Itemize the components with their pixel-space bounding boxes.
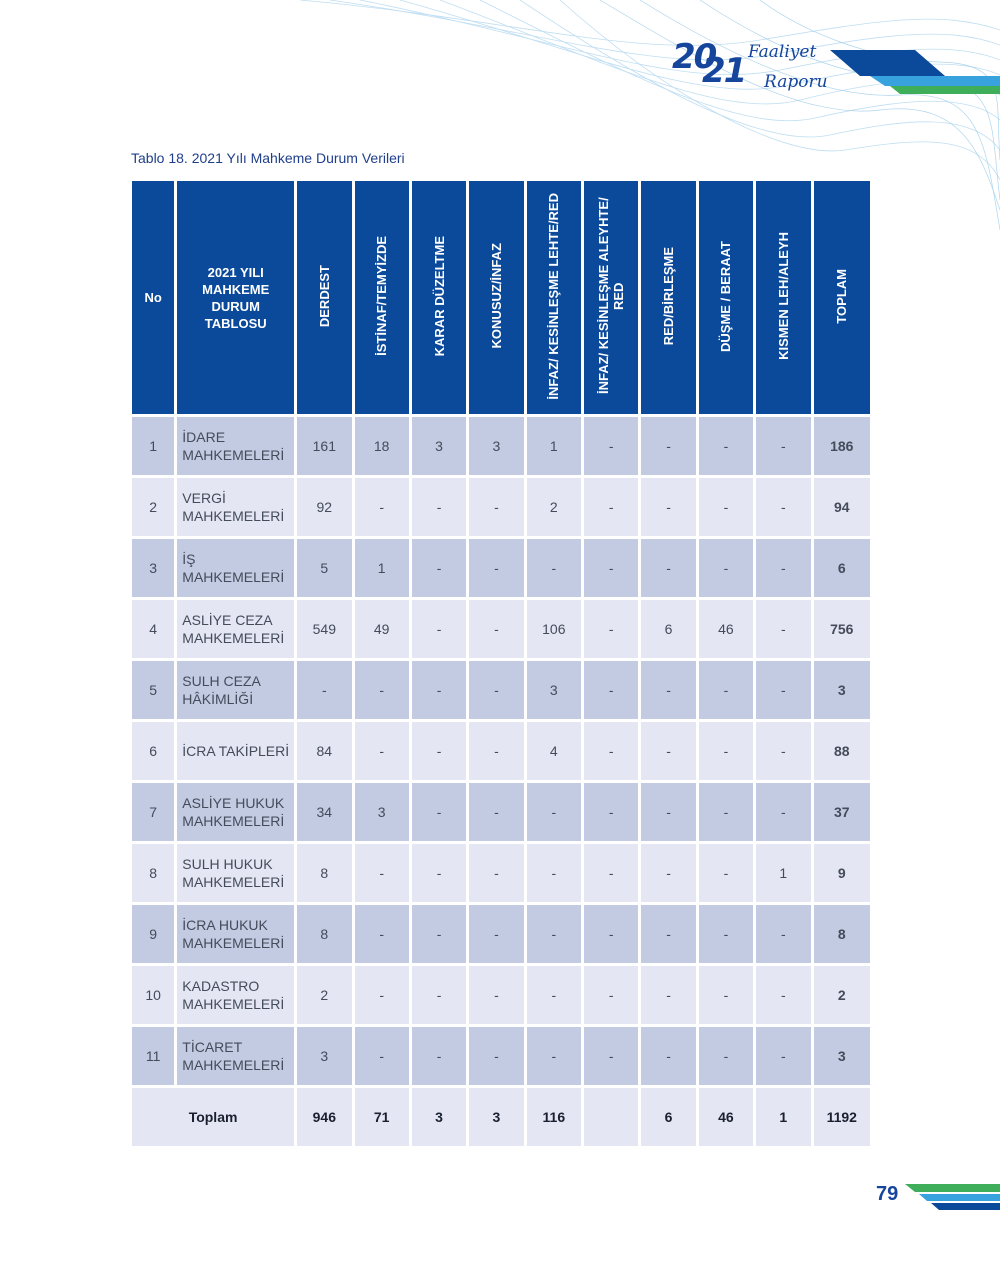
cell-value: 2 — [297, 966, 351, 1024]
cell-value: 6 — [641, 600, 695, 658]
cell-value: - — [756, 783, 810, 841]
cell-total: 88 — [814, 722, 871, 780]
cell-value: - — [469, 966, 523, 1024]
total-value: 6 — [641, 1088, 695, 1146]
cell-value: - — [527, 783, 581, 841]
cell-value: - — [469, 905, 523, 963]
header-konusuz — [469, 181, 523, 414]
cell-value: - — [756, 966, 810, 1024]
cell-value: - — [641, 966, 695, 1024]
cell-value: - — [527, 539, 581, 597]
cell-value: - — [469, 783, 523, 841]
cell-value: 46 — [699, 600, 753, 658]
cell-value: - — [699, 722, 753, 780]
header-karar-duzeltme-label: KARAR DÜZELTME — [431, 235, 447, 357]
cell-value: - — [584, 661, 638, 719]
table-row — [132, 600, 870, 658]
table-row — [132, 478, 870, 536]
cell-value: 1 — [756, 844, 810, 902]
cell-value: - — [584, 417, 638, 475]
cell-value: 18 — [355, 417, 409, 475]
cell-value: - — [469, 1027, 523, 1085]
cell-value: - — [756, 417, 810, 475]
table-row — [132, 844, 870, 902]
cell-value: - — [355, 1027, 409, 1085]
row-no: 6 — [132, 722, 174, 780]
cell-value: 3 — [527, 661, 581, 719]
cell-value: - — [641, 478, 695, 536]
cell-value: 4 — [527, 722, 581, 780]
cell-value: - — [641, 539, 695, 597]
row-court-name: ASLİYE HUKUK MAHKEMELERİ — [177, 783, 294, 841]
table-row — [132, 661, 870, 719]
row-no: 5 — [132, 661, 174, 719]
header-dusme-beraat — [699, 181, 753, 414]
cell-value: - — [641, 417, 695, 475]
header-red-birlesme-label: RED/BİRLEŞME — [661, 246, 677, 346]
cell-value: 49 — [355, 600, 409, 658]
cell-value: - — [527, 905, 581, 963]
cell-value: 106 — [527, 600, 581, 658]
cell-value: - — [699, 478, 753, 536]
cell-value: - — [641, 722, 695, 780]
cell-value: 84 — [297, 722, 351, 780]
total-value — [584, 1088, 638, 1146]
cell-value: 5 — [297, 539, 351, 597]
cell-value: - — [355, 844, 409, 902]
cell-total: 9 — [814, 844, 871, 902]
row-court-name: ASLİYE CEZA MAHKEMELERİ — [177, 600, 294, 658]
cell-value: 3 — [412, 417, 466, 475]
cell-value: - — [355, 905, 409, 963]
cell-value: - — [756, 722, 810, 780]
cell-value: - — [469, 478, 523, 536]
cell-value: - — [699, 844, 753, 902]
cell-value: - — [699, 417, 753, 475]
cell-value: - — [469, 539, 523, 597]
logo-year-bottom: 21 — [702, 51, 746, 91]
cell-value: - — [355, 661, 409, 719]
table-row — [132, 417, 870, 475]
cell-value: - — [641, 661, 695, 719]
cell-value: 92 — [297, 478, 351, 536]
header-konusuz-label: KONUSUZ/İNFAZ — [488, 243, 504, 349]
cell-value: - — [699, 1027, 753, 1085]
row-no: 4 — [132, 600, 174, 658]
cell-value: - — [412, 539, 466, 597]
header-istinaf — [355, 181, 409, 414]
table-row — [132, 783, 870, 841]
header-infaz-lehte — [527, 181, 581, 414]
logo-script-top: Faaliyet — [748, 42, 817, 62]
header-row — [132, 181, 870, 414]
grand-total: 1192 — [814, 1088, 871, 1146]
header-kismen-label: KISMEN LEH/ALEYH — [775, 232, 791, 360]
cell-value: - — [584, 966, 638, 1024]
cell-value: 3 — [469, 417, 523, 475]
cell-value: 8 — [297, 905, 351, 963]
cell-value: - — [355, 966, 409, 1024]
cell-value: - — [584, 1027, 638, 1085]
cell-value: - — [756, 600, 810, 658]
cell-value: - — [469, 600, 523, 658]
cell-value: - — [641, 1027, 695, 1085]
row-court-name: İDARE MAHKEMELERİ — [177, 417, 294, 475]
cell-value: - — [412, 1027, 466, 1085]
cell-total: 186 — [814, 417, 871, 475]
court-status-table — [129, 178, 873, 1149]
table-row — [132, 1027, 870, 1085]
cell-total: 2 — [814, 966, 871, 1024]
header-no: No — [132, 181, 174, 414]
cell-value: - — [584, 539, 638, 597]
cell-value: - — [412, 722, 466, 780]
table-caption: Tablo 18. 2021 Yılı Mahkeme Durum Verileri — [131, 150, 405, 166]
header-red-birlesme — [641, 181, 695, 414]
cell-total: 3 — [814, 661, 871, 719]
cell-total: 94 — [814, 478, 871, 536]
header-toplam — [814, 181, 871, 414]
cell-value: - — [584, 722, 638, 780]
logo-year — [672, 37, 746, 91]
cell-value: - — [412, 905, 466, 963]
cell-value: - — [641, 844, 695, 902]
cell-total: 37 — [814, 783, 871, 841]
cell-value: 2 — [527, 478, 581, 536]
total-value: 71 — [355, 1088, 409, 1146]
table-row — [132, 966, 870, 1024]
row-no: 2 — [132, 478, 174, 536]
total-value: 46 — [699, 1088, 753, 1146]
cell-value: - — [699, 905, 753, 963]
cell-total: 756 — [814, 600, 871, 658]
row-court-name: İCRA TAKİPLERİ — [177, 722, 294, 780]
cell-value: - — [527, 844, 581, 902]
cell-value: - — [412, 783, 466, 841]
cell-total: 3 — [814, 1027, 871, 1085]
cell-value: - — [756, 1027, 810, 1085]
cell-value: 1 — [355, 539, 409, 597]
cell-value: 549 — [297, 600, 351, 658]
row-no: 11 — [132, 1027, 174, 1085]
total-value: 1 — [756, 1088, 810, 1146]
header-infaz-aleyhte-label: İNFAZ/ KESİNLEŞME ALEYHTE/ RED — [596, 197, 627, 395]
footer-stripe-decoration — [905, 1184, 1000, 1210]
header-toplam-label: TOPLAM — [834, 268, 850, 324]
row-court-name: KADASTRO MAHKEMELERİ — [177, 966, 294, 1024]
cell-value: - — [699, 661, 753, 719]
total-row — [132, 1088, 870, 1146]
cell-value: - — [584, 600, 638, 658]
cell-value: - — [584, 905, 638, 963]
row-no: 1 — [132, 417, 174, 475]
header-dusme-beraat-label: DÜŞME / BERAAT — [718, 240, 734, 352]
cell-value: - — [412, 966, 466, 1024]
cell-value: - — [469, 722, 523, 780]
cell-value: - — [756, 661, 810, 719]
cell-value: 3 — [297, 1027, 351, 1085]
cell-value: - — [699, 539, 753, 597]
cell-value: 161 — [297, 417, 351, 475]
row-no: 3 — [132, 539, 174, 597]
cell-value: - — [469, 844, 523, 902]
cell-value: - — [756, 478, 810, 536]
header-table-title: 2021 YILI MAHKEME DURUM TABLOSU — [177, 181, 294, 414]
cell-value: - — [412, 478, 466, 536]
cell-value: - — [756, 539, 810, 597]
table-row — [132, 539, 870, 597]
cell-value: - — [584, 844, 638, 902]
total-value: 116 — [527, 1088, 581, 1146]
cell-value: - — [699, 966, 753, 1024]
total-value: 3 — [412, 1088, 466, 1146]
cell-value: 34 — [297, 783, 351, 841]
row-no: 10 — [132, 966, 174, 1024]
cell-value: 1 — [527, 417, 581, 475]
row-court-name: VERGİ MAHKEMELERİ — [177, 478, 294, 536]
cell-value: - — [355, 478, 409, 536]
cell-value: 8 — [297, 844, 351, 902]
cell-total: 6 — [814, 539, 871, 597]
header-istinaf-label: İSTİNAF/TEMYİZDE — [374, 236, 390, 356]
cell-value: - — [584, 478, 638, 536]
total-label: Toplam — [132, 1088, 294, 1146]
cell-value: - — [584, 783, 638, 841]
row-court-name: SULH HUKUK MAHKEMELERİ — [177, 844, 294, 902]
table-row — [132, 722, 870, 780]
header-kismen — [756, 181, 810, 414]
header-karar-duzeltme — [412, 181, 466, 414]
row-court-name: TİCARET MAHKEMELERİ — [177, 1027, 294, 1085]
page-number: 79 — [876, 1183, 899, 1205]
cell-value: - — [527, 966, 581, 1024]
cell-value: - — [469, 661, 523, 719]
cell-value: - — [641, 783, 695, 841]
row-court-name: İCRA HUKUK MAHKEMELERİ — [177, 905, 294, 963]
table-row — [132, 905, 870, 963]
header-derdest — [297, 181, 351, 414]
logo-script-bottom: Raporu — [764, 72, 828, 92]
cell-value: - — [527, 1027, 581, 1085]
row-court-name: İŞ MAHKEMELERİ — [177, 539, 294, 597]
cell-value: - — [412, 600, 466, 658]
row-court-name: SULH CEZA HÂKİMLİĞİ — [177, 661, 294, 719]
header-infaz-lehte-label: İNFAZ/ KESİNLEŞME LEHTE/RED — [546, 192, 562, 400]
cell-value: - — [699, 783, 753, 841]
report-logo — [672, 37, 852, 104]
cell-value: - — [412, 661, 466, 719]
logo-year-top: 20 — [672, 37, 716, 77]
header-infaz-aleyhte — [584, 181, 638, 414]
cell-value: 3 — [355, 783, 409, 841]
row-no: 8 — [132, 844, 174, 902]
row-no: 7 — [132, 783, 174, 841]
cell-value: - — [297, 661, 351, 719]
total-value: 3 — [469, 1088, 523, 1146]
cell-value: - — [756, 905, 810, 963]
cell-value: - — [412, 844, 466, 902]
row-no: 9 — [132, 905, 174, 963]
cell-value: - — [355, 722, 409, 780]
cell-value: - — [641, 905, 695, 963]
total-value: 946 — [297, 1088, 351, 1146]
cell-total: 8 — [814, 905, 871, 963]
header-derdest-label: DERDEST — [316, 264, 332, 328]
